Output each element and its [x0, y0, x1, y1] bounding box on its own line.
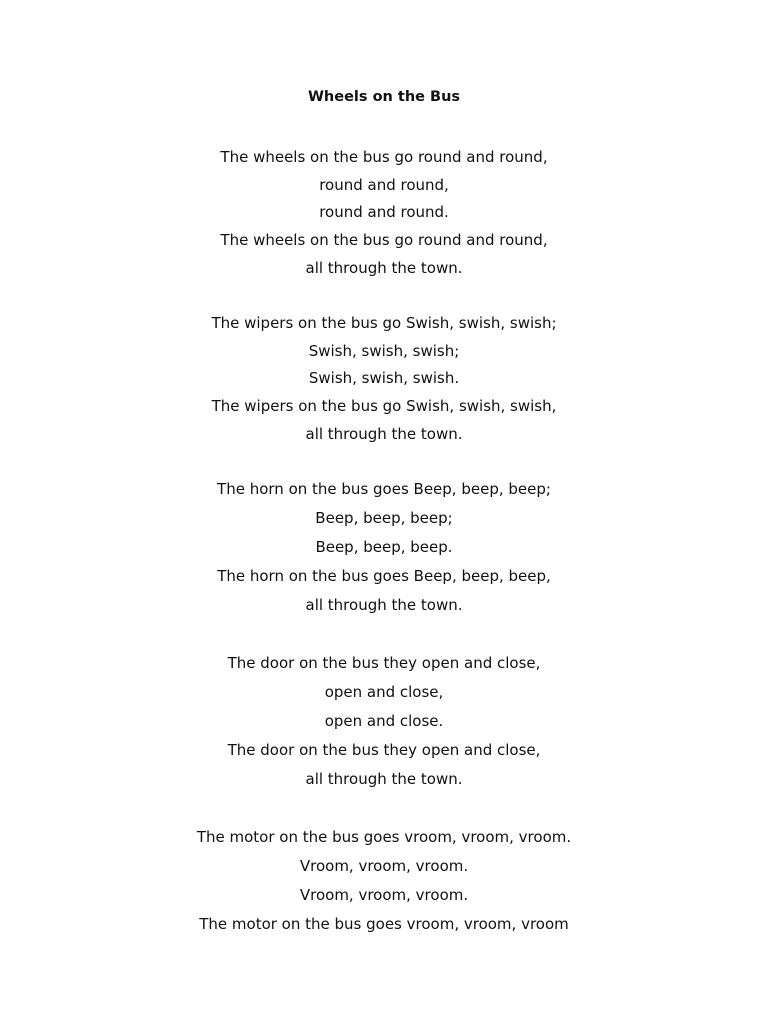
page-title: Wheels on the Bus — [307, 89, 461, 105]
stanza-line: Beep, beep, beep. — [315, 538, 453, 556]
stanza-4 — [0, 649, 768, 794]
stanza-line: Vroom, vroom, vroom. — [299, 886, 469, 904]
stanza-1 — [0, 144, 768, 283]
stanza-line: The wipers on the bus go Swish, swish, swish, — [211, 397, 557, 416]
stanza-line: The horn on the bus goes Beep, beep, beep; — [217, 480, 551, 498]
stanza-5 — [0, 823, 768, 939]
stanza-line: open and close. — [324, 712, 444, 730]
stanza-3 — [0, 475, 768, 620]
stanza-line: all through the town. — [305, 596, 463, 614]
stanza-line: Swish, swish, swish; — [308, 341, 460, 360]
stanza-line: The motor on the bus goes vroom, vroom, vroom — [199, 915, 569, 933]
stanza-line: The wheels on the bus go round and round, — [220, 231, 548, 250]
stanza-line: all through the town. — [305, 770, 463, 788]
stanza-line: The door on the bus they open and close, — [227, 741, 541, 759]
stanza-line: all through the town. — [305, 258, 463, 277]
stanza-line: open and close, — [324, 683, 444, 701]
stanza-line: Swish, swish, swish. — [308, 369, 460, 388]
stanza-line: Beep, beep, beep; — [315, 509, 453, 527]
stanza-2 — [0, 310, 768, 449]
stanza-line: The wheels on the bus go round and round, — [220, 148, 548, 166]
stanza-line: round and round, — [319, 175, 449, 194]
stanza-line: Vroom, vroom, vroom. — [299, 857, 469, 875]
stanza-line: round and round. — [319, 203, 449, 222]
stanza-line: The horn on the bus goes Beep, beep, beep, — [217, 567, 551, 585]
stanza-line: The motor on the bus goes vroom, vroom, vroom. — [196, 828, 572, 846]
stanza-line: The door on the bus they open and close, — [227, 654, 541, 672]
stanza-line: all through the town. — [305, 424, 463, 443]
stanza-line: The wipers on the bus go Swish, swish, swish; — [211, 314, 557, 332]
